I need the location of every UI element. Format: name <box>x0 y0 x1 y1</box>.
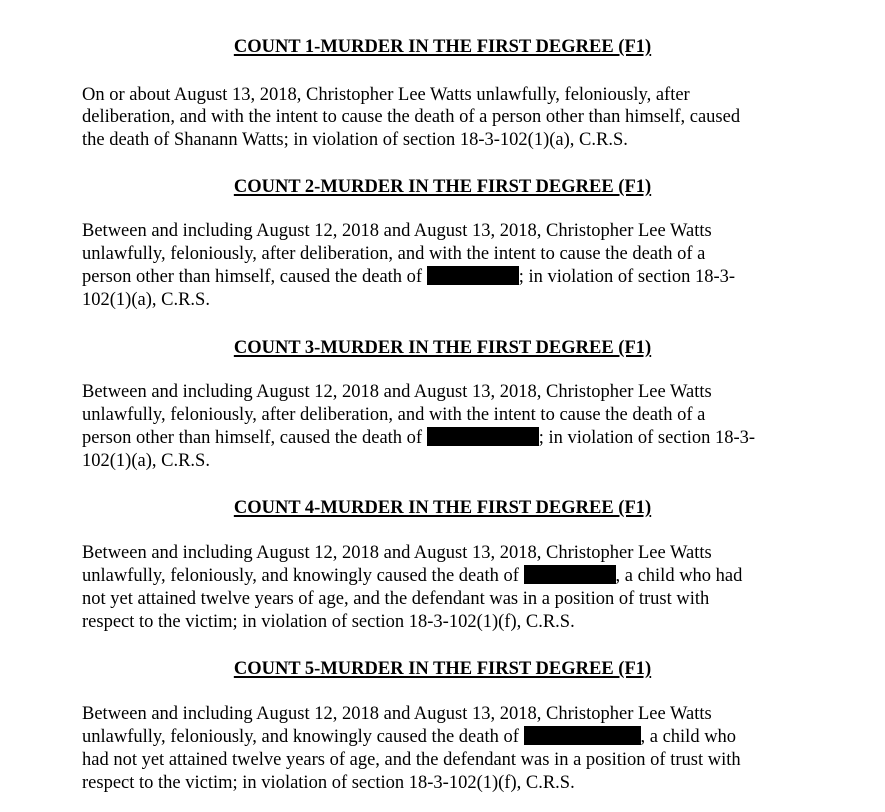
text: Between and including August 12, 2018 and August 13, 2018, Christopher Lee Watts <box>82 221 712 241</box>
text: unlawfully, feloniously, after deliberation, and with the intent to cause the death of a <box>82 405 706 425</box>
text: had not yet attained twelve years of age, and the defendant was in a position of trust with <box>82 750 741 770</box>
count-5-line-3 <box>82 749 741 771</box>
text: the death of Shanann Watts; in violation of section 18-3-102(1)(a), C.R.S. <box>82 130 628 150</box>
text: On or about August 13, 2018, Christopher Lee Watts unlawfully, feloniously, after <box>82 85 690 105</box>
count-1-line-2 <box>82 106 740 128</box>
text: Between and including August 12, 2018 and August 13, 2018, Christopher Lee Watts <box>82 382 712 402</box>
text: ; in violation of section 18-3- <box>538 428 756 448</box>
count-4-line-1 <box>82 542 712 564</box>
text: person other than himself, caused the death of <box>82 428 427 448</box>
count-1-heading: COUNT 1-MURDER IN THE FIRST DEGREE (F1) <box>233 37 652 57</box>
count-2-line-4 <box>82 289 210 311</box>
text: respect to the victim; in violation of section 18-3-102(1)(f), C.R.S. <box>82 773 575 793</box>
text: , a child who had <box>615 566 743 586</box>
count-4-line-2 <box>82 565 742 587</box>
count-3-line-3 <box>82 427 755 449</box>
redaction-bar <box>427 266 519 285</box>
text: Between and including August 12, 2018 and August 13, 2018, Christopher Lee Watts <box>82 704 712 724</box>
count-3-line-4 <box>82 450 210 472</box>
count-4-heading: COUNT 4-MURDER IN THE FIRST DEGREE (F1) <box>233 498 652 518</box>
count-3-line-2 <box>82 404 705 426</box>
count-5-line-1 <box>82 703 712 725</box>
text: 102(1)(a), C.R.S. <box>82 290 210 310</box>
redaction-bar <box>427 427 539 446</box>
text: unlawfully, feloniously, and knowingly caused the death of <box>82 727 524 747</box>
redaction-bar <box>524 726 641 745</box>
text: respect to the victim; in violation of section 18-3-102(1)(f), C.R.S. <box>82 612 575 632</box>
count-2-heading: COUNT 2-MURDER IN THE FIRST DEGREE (F1) <box>233 177 652 197</box>
text: , a child who <box>640 727 737 747</box>
count-4-line-3 <box>82 588 709 610</box>
text: unlawfully, feloniously, and knowingly caused the death of <box>82 566 524 586</box>
count-1-line-3 <box>82 129 628 151</box>
text: 102(1)(a), C.R.S. <box>82 451 210 471</box>
count-5-line-2 <box>82 726 736 748</box>
redaction-bar <box>524 565 616 584</box>
count-2-line-3 <box>82 266 735 288</box>
count-2-line-1 <box>82 220 712 242</box>
text: Between and including August 12, 2018 and August 13, 2018, Christopher Lee Watts <box>82 543 712 563</box>
text: ; in violation of section 18-3- <box>518 267 736 287</box>
count-4-line-4 <box>82 611 575 633</box>
text: deliberation, and with the intent to cause the death of a person other than himself, caused <box>82 107 741 127</box>
count-1-line-1 <box>82 84 690 106</box>
text: unlawfully, feloniously, after deliberation, and with the intent to cause the death of a <box>82 244 706 264</box>
text: person other than himself, caused the death of <box>82 267 427 287</box>
count-5-heading: COUNT 5-MURDER IN THE FIRST DEGREE (F1) <box>233 659 652 679</box>
count-5-line-4 <box>82 772 575 794</box>
count-2-line-2 <box>82 243 705 265</box>
text: not yet attained twelve years of age, and the defendant was in a position of trust with <box>82 589 710 609</box>
count-3-heading: COUNT 3-MURDER IN THE FIRST DEGREE (F1) <box>233 338 652 358</box>
count-3-line-1 <box>82 381 712 403</box>
